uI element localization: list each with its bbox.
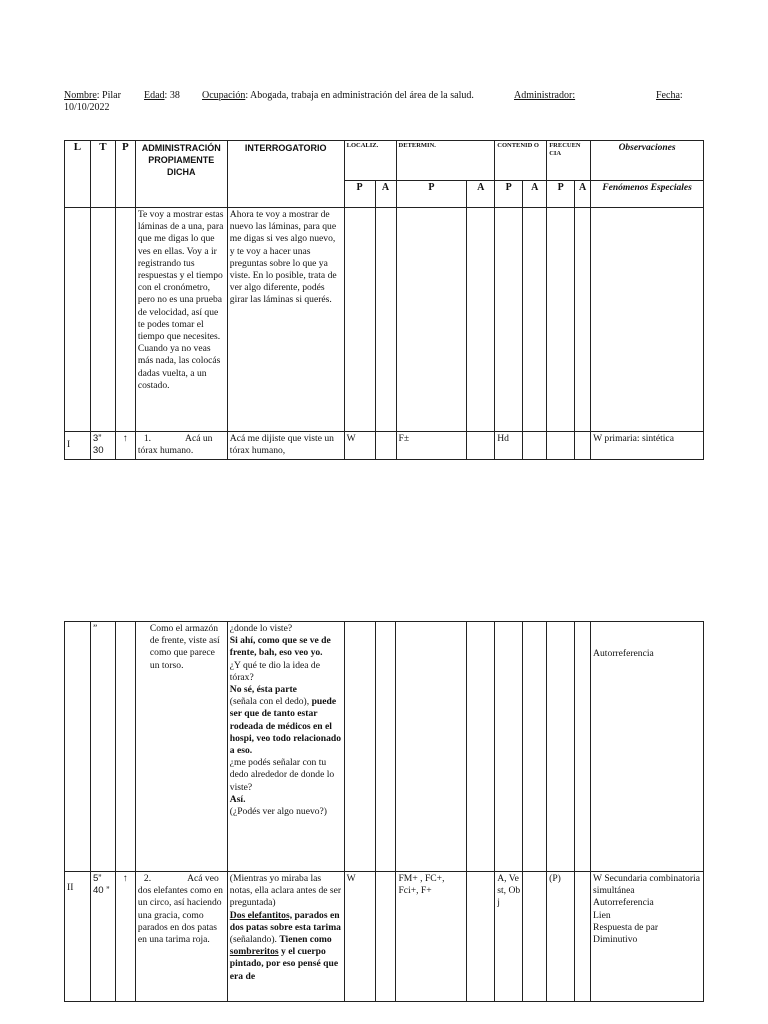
obs-item: Diminutivo xyxy=(593,934,638,946)
sub-a-header: A xyxy=(375,181,396,208)
cont-q1: ¿donde lo viste? xyxy=(229,623,293,634)
cont-interrog xyxy=(227,622,344,872)
col-localiz-header: LOCALIZ. xyxy=(344,141,396,181)
table-row xyxy=(65,622,704,872)
cont-admin: Como el armazón de frente, viste así como que parece un torso. xyxy=(135,622,227,872)
edad-value: : 38 xyxy=(164,90,180,101)
row1-observaciones: W primaria: sintética xyxy=(591,432,704,460)
obs-item: Lien xyxy=(593,909,611,921)
edad-label: Edad xyxy=(144,90,165,101)
row2-ans2-underlined: sombreritos xyxy=(229,946,279,958)
fenomenos-header: Fenómenos Especiales xyxy=(591,181,704,208)
ocupacion-label: Ocupación xyxy=(202,90,246,101)
row1-time: 3” 30 xyxy=(90,432,115,460)
row2-frec-p: (P) xyxy=(547,872,575,1002)
row1-position-icon: ↑ xyxy=(115,432,135,460)
row2-admin xyxy=(135,872,227,1002)
rorschach-table-2 xyxy=(64,621,704,1002)
sub-p-header: P xyxy=(344,181,375,208)
ocupacion-value: : Abogada, trabaja en administración del área de la salud. xyxy=(245,90,474,101)
administrador-label: Administrador: xyxy=(514,90,576,101)
table-row xyxy=(65,208,704,432)
row1-det-p: F± xyxy=(396,432,467,460)
cont-a3: Así. xyxy=(229,793,246,805)
cont-a1: Si ahí, como que se ve de frente, bah, eso veo yo. xyxy=(229,635,331,659)
obs-item: Autorreferencia xyxy=(593,897,654,909)
row1-response: Acá un tórax humano. xyxy=(137,433,213,457)
col-determin-header: DETERMIN. xyxy=(396,141,495,181)
row2-number: 2. xyxy=(143,873,152,884)
sub-a-header: A xyxy=(523,181,547,208)
cont-q2: ¿Y qué te dio la idea de tórax? xyxy=(229,659,320,683)
row2-ans2b: y el cuerpo pintado, por eso pensé que era de xyxy=(229,946,339,982)
row1-cont-p: Hd xyxy=(495,432,523,460)
cont-q3: ¿me podés señalar con tu dedo alrededor de donde lo viste? xyxy=(229,757,335,793)
fecha-label: Fecha xyxy=(656,90,680,101)
cont-note2: (señala con el dedo), xyxy=(229,696,310,708)
col-frecuencia-header: FRECUEN CIA xyxy=(547,141,591,181)
col-observaciones-header: Observaciones xyxy=(591,141,704,181)
row2-note: (Mientras yo miraba las notas, ella aclara antes de ser preguntada) xyxy=(229,873,342,909)
col-interrog-header: INTERROGATORIO xyxy=(227,141,344,208)
sub-p-header: P xyxy=(547,181,575,208)
fecha-value: : xyxy=(679,90,683,101)
row1-lamina: I xyxy=(65,432,91,460)
rorschach-table-1 xyxy=(64,140,704,460)
nombre-value: : Pilar xyxy=(96,90,121,101)
cont-q4: (¿Podés ver algo nuevo?) xyxy=(229,806,328,818)
sub-p-header: P xyxy=(396,181,467,208)
col-l-header: L xyxy=(65,141,91,208)
row2-response: Acá veo dos elefantes como en un circo, así haciendo una gracia, como parados en dos patas en una tarima roja. xyxy=(137,873,223,946)
intro-interrog-text: Ahora te voy a mostrar de nuevo las láminas, para que me digas si ves algo nuevo, y te voy a hacer unas preguntas sobre lo que ya viste. En lo posible, trata de ver algo diferente, podés girar las láminas si querés. xyxy=(227,208,344,432)
row2-ans2a: Tienen como xyxy=(279,934,332,946)
sub-a-header: A xyxy=(575,181,591,208)
col-contenido-header: CONTENID O xyxy=(495,141,547,181)
col-admin-header: ADMINISTRACIÓN PROPIAMENTE DICHA xyxy=(135,141,227,208)
intro-admin-text: Te voy a mostrar estas láminas de a una, para que me digas lo que ves en ellas. Voy a ir registrando tus respuestas y el tiempo con el cronómetro, pero no es una prueba de velocidad, así que te podes tomar el tiempo que necesites. Cuando ya no veas más nada, las colocás dadas vuelta, a un costado. xyxy=(135,208,227,432)
row2-time: 5” 40 ” xyxy=(90,872,115,1002)
row2-cont-p: A, Vest, Obj xyxy=(495,872,523,1002)
cont-observaciones: Autorreferencia xyxy=(591,622,704,872)
obs-item: Respuesta de par xyxy=(593,921,659,933)
col-p-header: P xyxy=(115,141,135,208)
col-t-header: T xyxy=(90,141,115,208)
table-row xyxy=(65,432,704,460)
row2-position-icon: ↑ xyxy=(115,872,135,1002)
row2-ans1: parados en dos patas sobre esta tarima xyxy=(229,909,341,933)
row2-loc-p: W xyxy=(344,872,375,1002)
row2-note2: (señalando). xyxy=(229,934,277,946)
row2-ans1-underlined: Dos elefantitos, xyxy=(229,909,293,921)
fecha-date: 10/10/2022 xyxy=(64,102,110,113)
cont-time: ” xyxy=(90,622,115,872)
row1-number: 1. xyxy=(143,433,152,444)
row1-loc-p: W xyxy=(344,432,375,460)
row2-observaciones xyxy=(591,872,704,1002)
row2-lamina: II xyxy=(65,872,91,1002)
sub-p-header: P xyxy=(495,181,523,208)
cont-a2b: puede ser que de tanto estar rodeada de médicos en el hospi, veo todo relacionado a eso. xyxy=(229,696,341,757)
row1-admin xyxy=(135,432,227,460)
table-row xyxy=(65,872,704,1002)
sub-a-header: A xyxy=(467,181,495,208)
obs-item: W Secundaria combinatoria simultánea xyxy=(593,873,700,897)
row2-interrog xyxy=(227,872,344,1002)
cont-a2: No sé, ésta parte xyxy=(229,684,297,696)
nombre-label: Nombre xyxy=(64,90,97,101)
row1-interrog: Acá me dijiste que viste un tórax humano, xyxy=(227,432,344,460)
row2-det-p: FM+ , FC+, Fci+, F+ xyxy=(396,872,467,1002)
